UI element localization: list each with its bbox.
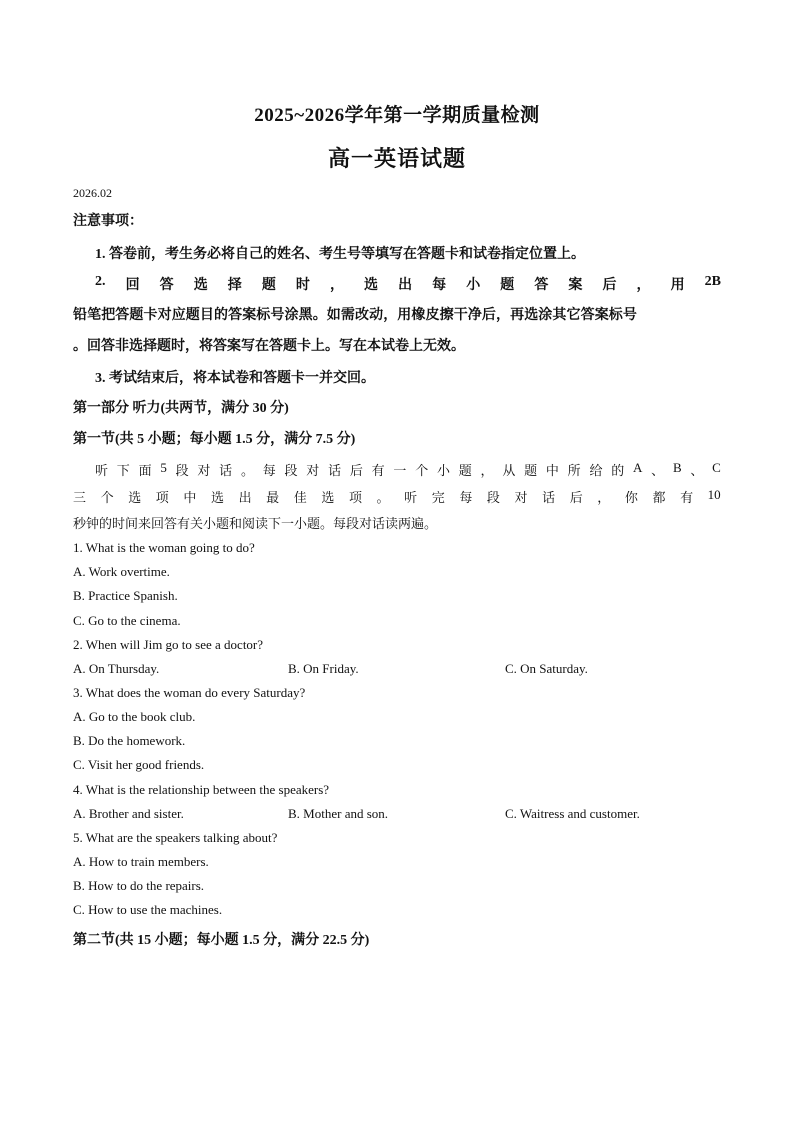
instructions-line-1-token: ， [480,463,494,478]
notice-item-2-token: 选 [193,278,208,293]
instructions-line-2-token: 10 [707,487,721,502]
question-4-option-a: A. Brother and sister. [73,806,184,821]
instructions-line-2-token: 有 [680,490,694,505]
instructions-line-1-token: 有 [371,463,385,478]
notice-item-2-token: 题 [500,278,515,293]
question-5-option-c: C. How to use the machines. [73,902,223,917]
notice-item-2-token: 选 [364,278,378,293]
instructions-line-1-token: 、 [651,463,665,478]
instructions-line-2-token: 选 [210,490,224,505]
notice-item-2-line-1 [95,274,721,294]
instructions-line-1-token: A [633,460,643,475]
notice-item-2-token: ， [636,278,651,293]
question-3-option-a: A. Go to the book club. [73,709,196,724]
notice-item-2-token: 出 [398,278,413,293]
question-1-option-a: A. Work overtime. [73,564,170,579]
instructions-line-1-token: 小 [436,463,450,478]
question-5: 5. What are the speakers talking about? [73,830,278,845]
instructions-line-1-token: 、 [690,463,704,478]
question-3-option-b: B. Do the homework. [73,733,186,748]
instructions-line-2-token: 。 [376,490,390,505]
instructions-line-1-token: 话 [328,463,342,478]
instructions-line-1-token: 中 [545,463,559,478]
question-1: 1. What is the woman going to do? [73,540,255,555]
question-1-option-c: C. Go to the cinema. [73,613,181,628]
question-3-option-c: C. Visit her good friends. [73,757,205,772]
instructions-line-2-token: 选 [128,490,142,505]
notice-item-2-token: 用 [670,278,685,293]
notice-heading: 注意事项： [73,214,143,229]
instructions-line-1-token: 题 [458,463,472,478]
instructions-line-1-token: 从 [502,463,516,478]
question-4-option-b: B. Mother and son. [288,806,389,821]
instructions-line-1-token: 个 [415,463,429,478]
instructions-line-1-token: 段 [284,463,298,478]
instructions-line-2-token: 项 [348,490,362,505]
instructions-line-2-token: 最 [266,490,280,505]
instructions-line-1-token: B [672,460,682,475]
instructions-line-1-token: 下 [116,463,130,478]
notice-item-2-token: 2B [704,274,721,289]
instructions-line-2-token: 出 [238,490,252,505]
question-2-option-b: B. On Friday. [288,661,359,676]
instructions-line-2-token: 每 [459,490,473,505]
notice-item-2-token: 每 [432,278,447,293]
instructions-line-2-token: 项 [155,490,169,505]
instructions-line-2 [73,487,721,506]
instructions-line-2-token: 选 [321,490,335,505]
notice-item-2-token: 后 [602,278,617,293]
instructions-line-2-token: 中 [183,490,197,505]
notice-item-1: 1. 答卷前，考生务必将自己的姓名、考生号等填写在答题卡和试卷指定位置上。 [95,247,585,262]
notice-item-2-line-2: 铅笔把答题卡对应题目的答案标号涂黑。如需改动，用橡皮擦干净后，再选涂其它答案标号 [73,308,637,323]
instructions-line-3: 秒钟的时间来回答有关小题和阅读下一小题。每段对话读两遍。 [73,516,438,531]
instructions-line-1-token: 每 [262,463,276,478]
instructions-line-1-token: 话 [219,463,233,478]
instructions-line-2-token: ， [597,490,611,505]
instructions-line-1-token: 所 [567,463,581,478]
question-5-option-b: B. How to do the repairs. [73,878,205,893]
question-5-option-a: A. How to train members. [73,854,209,869]
instructions-line-1-token: 给 [589,463,603,478]
instructions-line-1-token: 5 [160,460,167,475]
instructions-line-2-token: 话 [542,490,556,505]
notice-item-2-token: 题 [261,278,276,293]
question-4-option-c: C. Waitress and customer. [505,806,640,821]
notice-item-2-token: 案 [568,278,583,293]
part1-heading: 第一部分 听力(共两节，满分 30 分) [73,401,289,416]
notice-item-2-token: 择 [227,278,242,293]
question-1-option-b: B. Practice Spanish. [73,588,178,603]
instructions-line-1-token: C [712,460,721,475]
instructions-line-2-token: 佳 [293,490,307,505]
question-3: 3. What does the woman do every Saturday? [73,685,306,700]
exam-subject-title: 高一英语试题 [327,146,466,171]
section1-heading: 第一节(共 5 小题；每小题 1.5 分，满分 7.5 分) [73,432,356,447]
notice-item-2-line-3: 。回答非选择题时，将答案写在答题卡上。写在本试卷上无效。 [73,339,465,354]
instructions-line-1-token: 对 [306,463,320,478]
question-2-option-c: C. On Saturday. [505,661,588,676]
notice-item-2-token: ， [329,278,344,293]
notice-item-2-token: 答 [159,278,174,293]
section2-heading: 第二节(共 15 小题；每小题 1.5 分，满分 22.5 分) [73,933,370,948]
instructions-line-1-token: 听 [95,463,109,478]
instructions-line-2-token: 个 [100,490,114,505]
exam-title: 2025~2026学年第一学期质量检测 [254,105,540,126]
instructions-line-1-token: 的 [611,463,625,478]
notice-item-2-token: 小 [466,278,481,293]
instructions-line-2-token: 三 [73,490,87,505]
question-4: 4. What is the relationship between the speakers? [73,782,330,797]
question-2: 2. When will Jim go to see a doctor? [73,637,264,652]
notice-item-2-token: 回 [125,278,140,293]
instructions-line-2-token: 听 [404,490,418,505]
instructions-line-1-token: 后 [349,463,363,478]
instructions-line-1-token: 一 [393,463,407,478]
notice-item-2-token: 答 [534,278,549,293]
instructions-line-1-token: 面 [138,463,152,478]
instructions-line-1 [95,460,721,479]
notice-item-2-token: 2. [95,274,106,289]
instructions-line-2-token: 都 [652,490,666,505]
notice-item-2-token: 时 [295,278,310,293]
question-2-option-a: A. On Thursday. [73,661,160,676]
instructions-line-2-token: 后 [569,490,583,505]
instructions-line-2-token: 对 [514,490,528,505]
instructions-line-1-token: 。 [240,463,254,478]
instructions-line-1-token: 段 [175,463,189,478]
instructions-line-1-token: 题 [524,463,538,478]
instructions-line-1-token: 对 [197,463,211,478]
exam-date: 2026.02 [73,186,112,200]
instructions-line-2-token: 完 [431,490,445,505]
instructions-line-2-token: 段 [486,490,500,505]
instructions-line-2-token: 你 [624,490,638,505]
notice-item-3: 3. 考试结束后，将本试卷和答题卡一并交回。 [95,371,375,386]
